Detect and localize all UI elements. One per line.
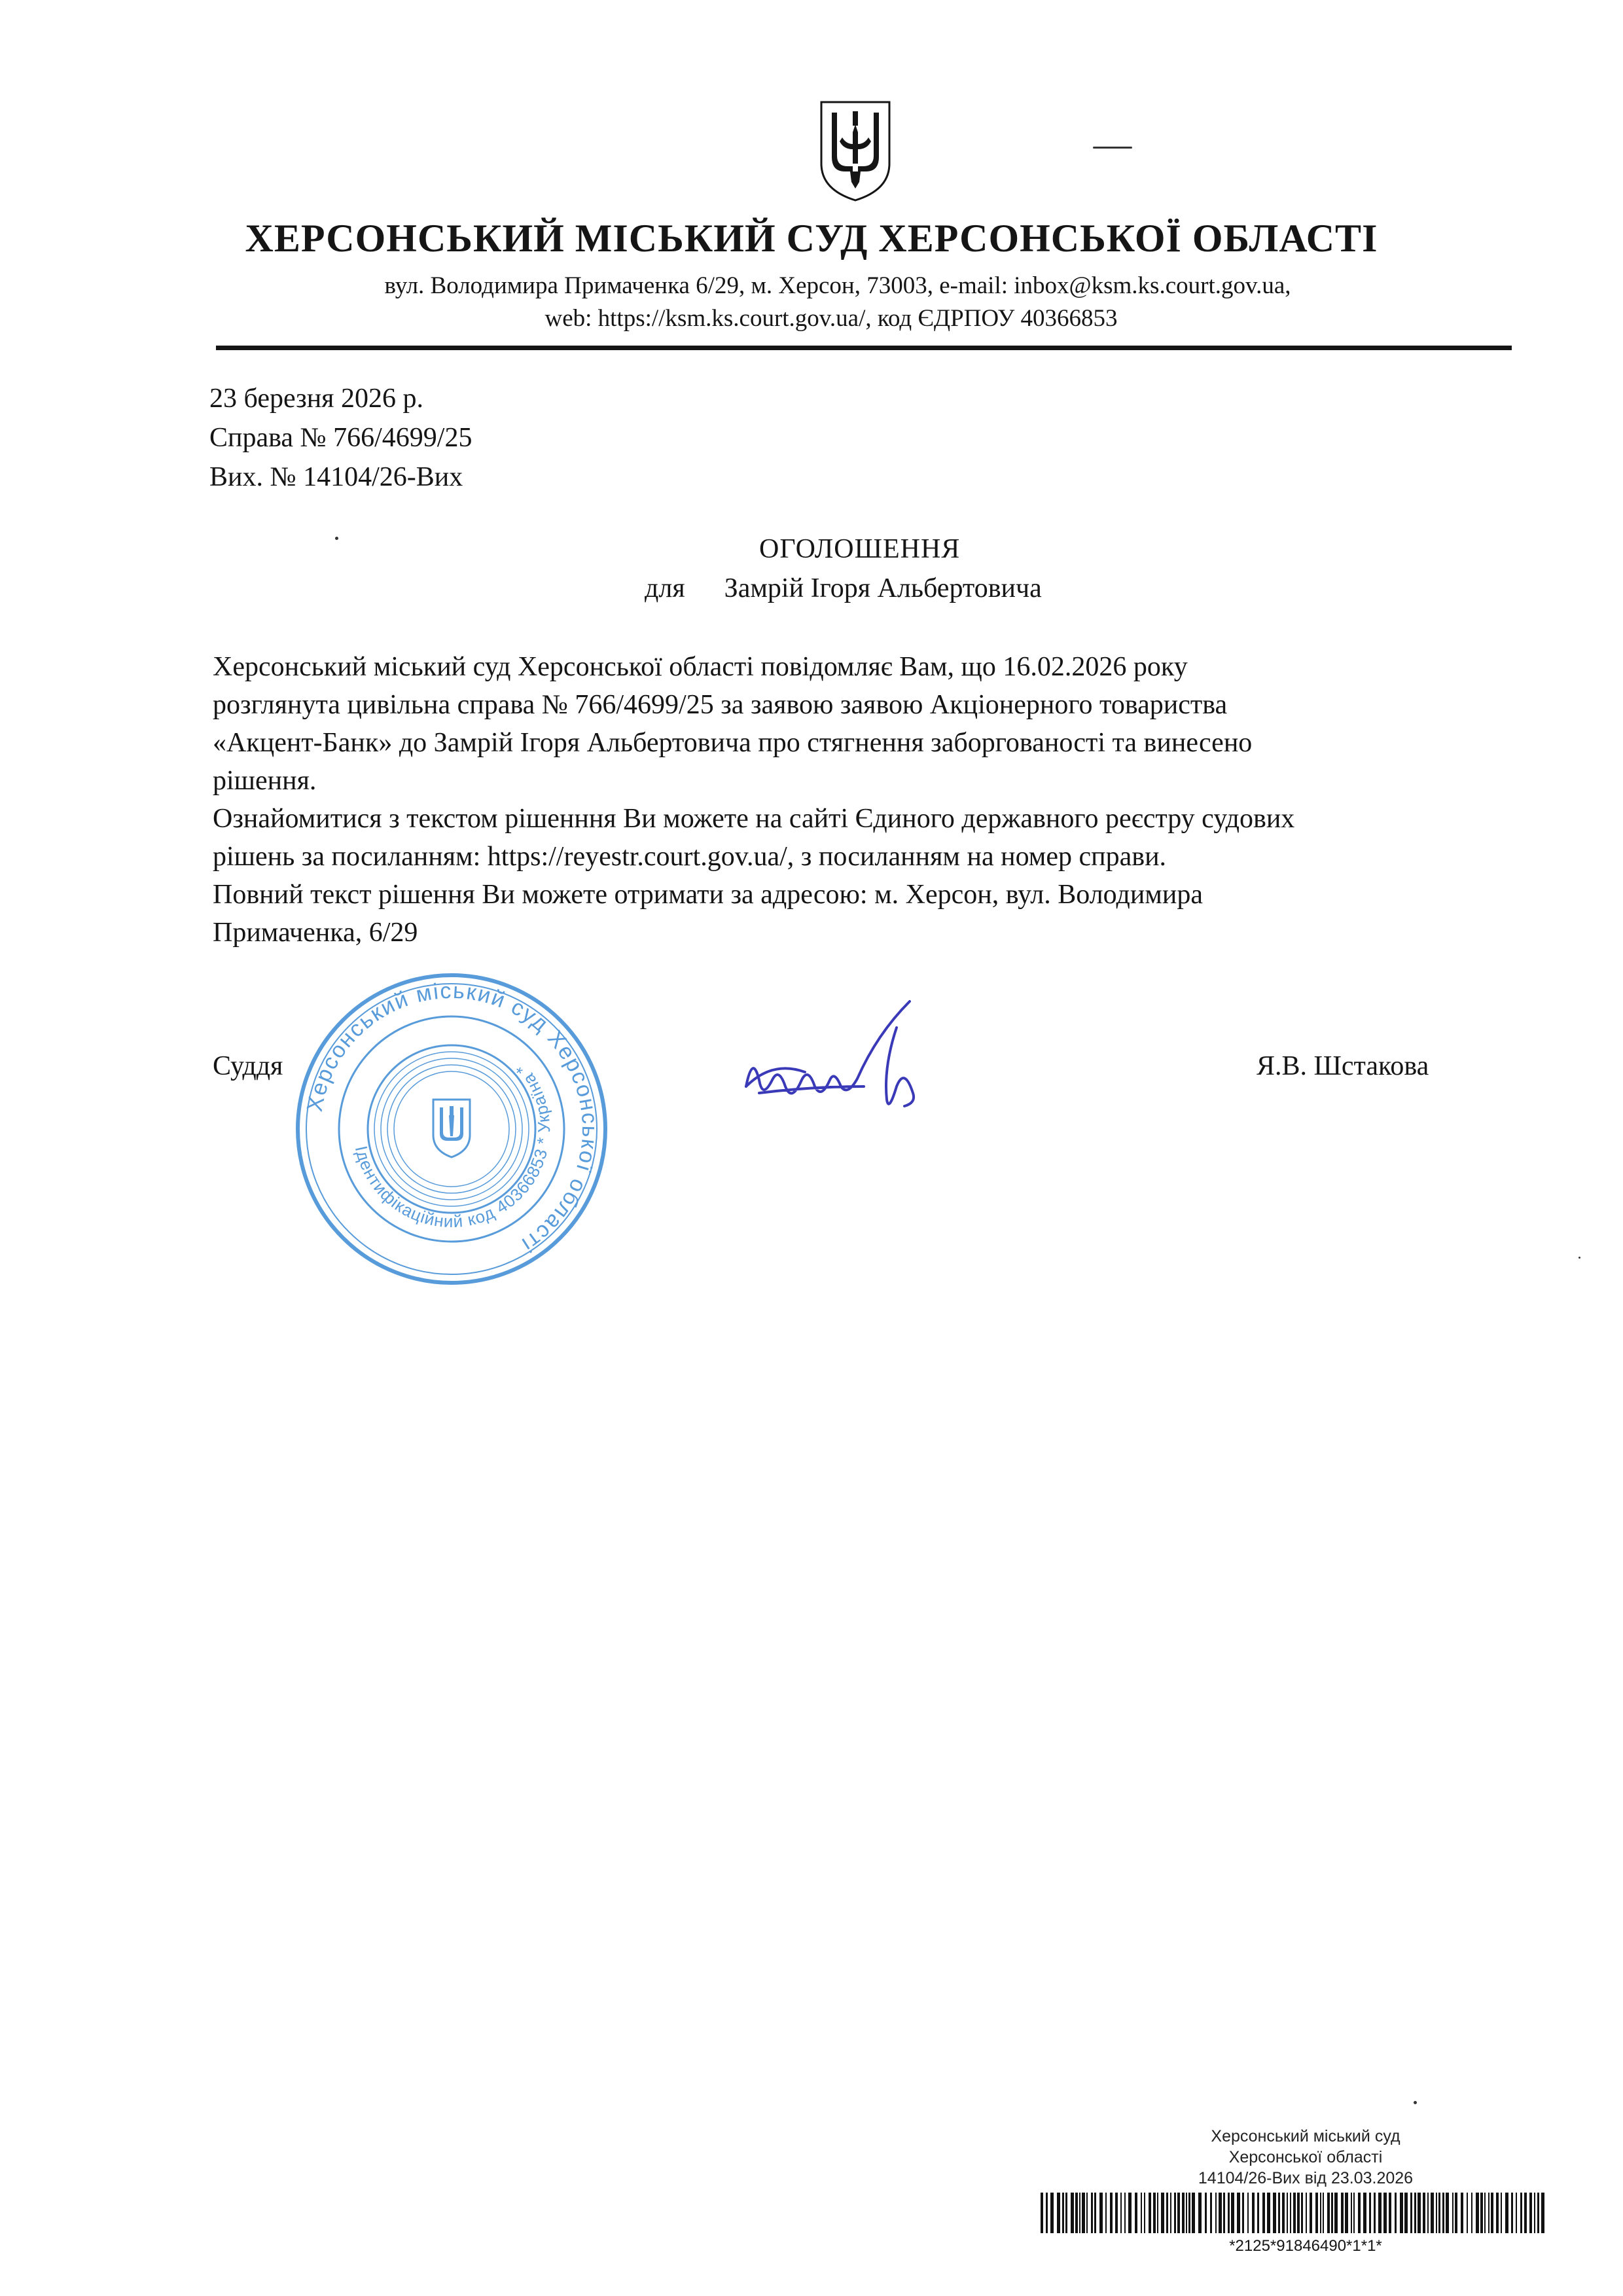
barcode-bar [1205, 2193, 1207, 2233]
barcode-bar [1257, 2193, 1259, 2233]
barcode-bar [1079, 2193, 1080, 2233]
registration-barcode [1041, 2193, 1544, 2233]
barcode-bar [1290, 2193, 1291, 2233]
barcode-bar [1369, 2193, 1371, 2233]
body-line: Ознайомитися з текстом рішенння Ви можете на сайті Єдиного державного реєстру судових [213, 804, 1295, 834]
scan-speck [1578, 1257, 1580, 1259]
barcode-bar [1541, 2193, 1544, 2233]
barcode-bar [1374, 2193, 1376, 2233]
barcode-bar [1242, 2193, 1244, 2233]
barcode-bar [1351, 2193, 1352, 2233]
registration-court-line2: Херсонської області [1228, 2148, 1383, 2166]
barcode-bar [1410, 2193, 1412, 2233]
barcode-bar [1331, 2193, 1333, 2233]
barcode-bar [1192, 2193, 1195, 2233]
barcode-bar [1161, 2193, 1164, 2233]
barcode-bar [1301, 2193, 1303, 2233]
barcode-bar [1157, 2193, 1158, 2233]
barcode-bar [1086, 2193, 1088, 2233]
barcode-bar [1427, 2193, 1429, 2233]
barcode-bar [1452, 2193, 1454, 2233]
scan-speck [1414, 2101, 1417, 2104]
header-divider [216, 346, 1512, 350]
barcode-bar [1267, 2193, 1270, 2233]
barcode-bar [1297, 2193, 1300, 2233]
official-stamp [288, 965, 615, 1293]
barcode-bar [1174, 2193, 1176, 2233]
barcode-bar [1252, 2193, 1255, 2233]
court-contacts-line2: web: https://ksm.ks.court.gov.ua/, код ЄДРПОУ 40366853 [544, 305, 1118, 332]
barcode-bar [1383, 2193, 1387, 2233]
barcode-bar [1534, 2193, 1535, 2233]
notice-title: ОГОЛОШЕННЯ [759, 534, 961, 564]
barcode-bar [1057, 2193, 1060, 2233]
svg-text:Ідентифікаційний код 40366853 [351, 1060, 554, 1232]
barcode-bar [1144, 2193, 1145, 2233]
barcode-bar [1436, 2193, 1437, 2233]
barcode-bar [1315, 2193, 1318, 2233]
barcode-bar [1378, 2193, 1382, 2233]
court-name: ХЕРСОНСЬКИЙ МІСЬКИЙ СУД ХЕРСОНСЬКОЇ ОБЛАСТІ [245, 217, 1378, 260]
registration-number-date: 14104/26-Вих від 23.03.2026 [1198, 2169, 1414, 2187]
barcode-bar [1320, 2193, 1321, 2233]
barcode-bar [1273, 2193, 1276, 2233]
body-line: «Акцент-Банк» до Замрій Ігоря Альбертовича про стягнення заборгованості та винесено [213, 728, 1253, 758]
document-date: 23 березня 2026 р. [209, 384, 423, 414]
barcode-bar [1461, 2193, 1463, 2233]
barcode-bar [1389, 2193, 1391, 2233]
barcode-bar [1287, 2193, 1288, 2233]
notice-body [213, 648, 1508, 952]
barcode-bar [1177, 2193, 1180, 2233]
judge-role: Суддя [213, 1051, 283, 1081]
barcode-bar [1166, 2193, 1168, 2233]
barcode-bar [1438, 2193, 1440, 2233]
body-line: Повний текст рішення Ви можете отримати за адресою: м. Херсон, вул. Володимира [213, 880, 1204, 910]
barcode-bar [1334, 2193, 1338, 2233]
barcode-bar [1537, 2193, 1539, 2233]
barcode-bar [1484, 2193, 1486, 2233]
barcode-bar [1491, 2193, 1493, 2233]
case-number: Справа № 766/4699/25 [209, 423, 473, 453]
body-line: Примаченка, 6/29 [213, 918, 418, 948]
barcode-bar [1327, 2193, 1330, 2233]
barcode-bar [1414, 2193, 1416, 2233]
judge-signature [733, 988, 949, 1132]
barcode-bar [1170, 2193, 1171, 2233]
outgoing-number: Вих. № 14104/26-Вих [209, 462, 463, 492]
barcode-bar [1149, 2193, 1151, 2233]
barcode-bar [1505, 2193, 1508, 2233]
barcode-bar [1520, 2193, 1522, 2233]
barcode-bar [1471, 2193, 1472, 2233]
barcode-bar [1094, 2193, 1096, 2233]
barcode-bar [1524, 2193, 1527, 2233]
barcode-bar [1141, 2193, 1142, 2233]
barcode-bar [1182, 2193, 1185, 2233]
barcode-bar [1480, 2193, 1483, 2233]
scan-speck [1093, 147, 1132, 149]
judge-name: Я.В. Шстакова [1257, 1051, 1429, 1081]
body-line: розглянута цивільна справа № 766/4699/25 за заявою заявою Акціонерного товариства [213, 690, 1228, 720]
body-line: Херсонський міський суд Херсонської області повідомляє Вам, що 16.02.2026 року [213, 652, 1188, 682]
barcode-bar [1099, 2193, 1103, 2233]
barcode-bar [1488, 2193, 1489, 2233]
body-line: рішення. [213, 766, 317, 796]
barcode-bar [1501, 2193, 1502, 2233]
barcode-bar [1219, 2193, 1222, 2233]
barcode-bar [1341, 2193, 1344, 2233]
barcode-bar [1223, 2193, 1225, 2233]
barcode-bar [1105, 2193, 1107, 2233]
barcode-bar [1423, 2193, 1425, 2233]
barcode-bar [1237, 2193, 1240, 2233]
barcode-bar [1467, 2193, 1468, 2233]
barcode-bar [1442, 2193, 1444, 2233]
notice-recipient-line [645, 573, 1042, 604]
barcode-bar [1231, 2193, 1234, 2233]
barcode-bar [1293, 2193, 1296, 2233]
barcode-bar [1455, 2193, 1457, 2233]
barcode-bar [1062, 2193, 1064, 2233]
barcode-bar [1110, 2193, 1113, 2233]
barcode-bar [1188, 2193, 1190, 2233]
barcode-bar [1476, 2193, 1479, 2233]
barcode-bar [1065, 2193, 1067, 2233]
barcode-bar [1529, 2193, 1532, 2233]
barcode-bar [1135, 2193, 1137, 2233]
barcode-text: *2125*91846490*1*1* [1229, 2237, 1382, 2255]
barcode-bar [1282, 2193, 1285, 2233]
barcode-bar [1446, 2193, 1449, 2233]
barcode-bar [1345, 2193, 1348, 2233]
barcode-bar [1228, 2193, 1230, 2233]
barcode-bar [1215, 2193, 1217, 2233]
barcode-bar [1496, 2193, 1499, 2233]
barcode-bar [1306, 2193, 1307, 2233]
barcode-bar [1153, 2193, 1156, 2233]
barcode-bar [1050, 2193, 1054, 2233]
court-contacts-line1: вул. Володимира Примаченка 6/29, м. Херсон, 73003, e-mail: inbox@ksm.ks.court.gov.ua, [384, 272, 1291, 299]
barcode-bar [1041, 2193, 1043, 2233]
registration-court-line1: Херсонський міський суд [1211, 2127, 1400, 2145]
body-line: рішень за посиланням: https://reyestr.court.gov.ua/, з посиланням на номер справи. [213, 842, 1167, 872]
barcode-bar [1262, 2193, 1265, 2233]
barcode-bar [1400, 2193, 1403, 2233]
barcode-bar [1395, 2193, 1397, 2233]
stamp-outer-text: Херсонський міський суд Херсонської області [302, 978, 603, 1258]
barcode-bar [1247, 2193, 1249, 2233]
barcode-bar [1046, 2193, 1048, 2233]
barcode-bar [1071, 2193, 1074, 2233]
barcode-bar [1115, 2193, 1118, 2233]
barcode-bar [1511, 2193, 1513, 2233]
recipient-name: Замрій Ігоря Альбертовича [724, 573, 1042, 603]
barcode-bar [1082, 2193, 1085, 2233]
for-label: для [645, 573, 685, 603]
barcode-bar [1516, 2193, 1517, 2233]
barcode-bar [1323, 2193, 1324, 2233]
barcode-bar [1120, 2193, 1122, 2233]
barcode-bar [1075, 2193, 1078, 2233]
barcode-bar [1404, 2193, 1408, 2233]
trident-coat-of-arms-icon [816, 98, 895, 203]
barcode-bar [1418, 2193, 1421, 2233]
barcode-bar [1358, 2193, 1361, 2233]
barcode-bar [1186, 2193, 1187, 2233]
stamp-inner-text: Ідентифікаційний код 40366853 * Україна * [351, 1059, 554, 1232]
barcode-bar [1431, 2193, 1434, 2233]
barcode-bar [1198, 2193, 1202, 2233]
barcode-bar [1353, 2193, 1355, 2233]
scan-speck [335, 537, 338, 540]
barcode-bar [1091, 2193, 1093, 2233]
barcode-bar [1210, 2193, 1212, 2233]
barcode-bar [1363, 2193, 1366, 2233]
barcode-bar [1128, 2193, 1132, 2233]
barcode-bar [1310, 2193, 1312, 2233]
barcode-bar [1278, 2193, 1280, 2233]
barcode-bar [1124, 2193, 1126, 2233]
